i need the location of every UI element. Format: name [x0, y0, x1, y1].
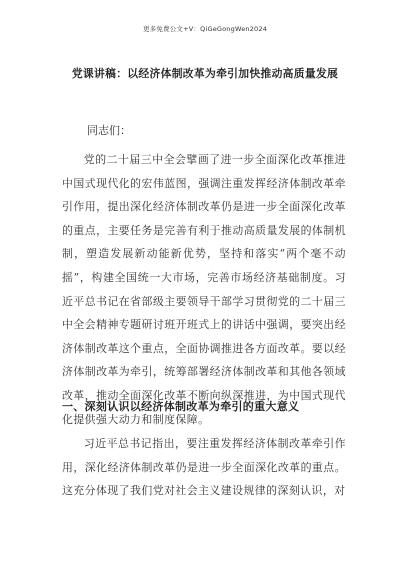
salutation: 同志们：	[87, 124, 131, 137]
section-heading: 一、深刻认识以经济体制改革为牵引的重大意义	[62, 400, 300, 413]
page-header: 更多免费公文+V：QiGeGongWen2024	[142, 25, 268, 33]
document-title: 党课讲稿：以经济体制改革为牵引加快推动高质量发展	[71, 67, 339, 80]
intro-paragraph: 党的二十届三中全会擘画了进一步全面深化改革推进中国式现代化的宏伟蓝图，强调注重发挥经济体制改革牵引作用，提出深化经济体制改革仍是进一步全面深化改革的重点，主要任务是完善有利于推动高质量发展的体制机制，塑造发展新动能新优势，坚持和落实“两个毫不动摇”，构建全国统一大市场，完善市场经济基础制度。习近平总书记在省部级主要领导干部学习贯彻党的二十届三中全会精神专题研讨班开班式上的讲话中强调，要突出经济体制改革这个重点，全面协调推进各方面改革。要以经济体制改革为牵引，统筹部署经济体制改革和其他各领域改革，推动全面深化改革不断向纵深推进，为中国式现代化提供强大动力和制度保障。	[62, 153, 346, 426]
section-paragraph: 习近平总书记指出，要注重发挥经济体制改革牵引作用，深化经济体制改革仍是进一步全面深化改革的重点。这充分体现了我们党对社会主义建设规律的深刻认识，对	[62, 437, 346, 498]
